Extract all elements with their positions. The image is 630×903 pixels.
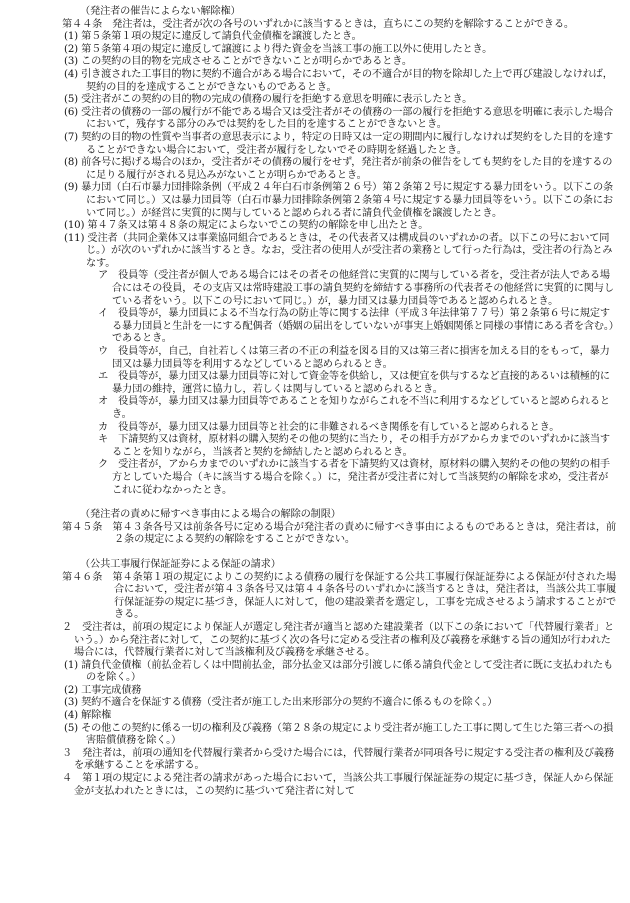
article-46-paragraph-3: ３ 発注者は，前項の通知を代替履行業者から受けた場合には，代替履行業者が同項各号に規定する受注者の権利及び義務を承継することを承諾する。 [62,747,615,772]
article-46-body: 第４６条 第４条第１項の規定によりこの契約による債務の履行を保証する公共工事履行保証証券による保証が付された場合において，受注者が第４３条各号又は第４４条各号のいずれかに該当するときは，発注者は，当該公共工事履行保証証券の規定に基づき，保証人に対して，他の建設業者を選定し，工事を完成させるよう請求することができる。 [62,571,616,621]
article-46-item-3: (3) 契約不適合を保証する債務（受注者が施工した出来形部分の契約不適合に係るものを除く。） [64,697,498,709]
article-44-subitem-ka: カ 役員等が，暴力団又は暴力団員等と社会的に非難されるべき関係を有していると認められるとき。 [98,421,560,433]
article-44-item-9: (9) 暴力団（白石市暴力団排除条例（平成２４年白石市条例第２６号）第２条第２号に規定する暴力団をいう。以下この条において同じ。）又は暴力団員等（白石市暴力団排除条例第２条第４号に規定する暴力団員等をいう。以下この条において同じ。）が経営に実質的に関与していると認められる者に請負代金債権を譲渡したとき。 [64,182,614,219]
article-44-item-8: (8) 前各号に掲げる場合のほか，受注者がその債務の履行をせず，発注者が前条の催告をしても契約をした目的を達するのに足りる履行がされる見込みがないことが明らかであるとき。 [64,157,613,181]
article-44-subitem-o: オ 役員等が，暴力団又は暴力団員等であることを知りながらこれを不当に利用するなどしていると認められるとき。 [98,396,610,420]
article-45-heading: （発注者の責めに帰すべき事由による場合の解除の制限） [80,509,341,521]
article-44-body: 第４４条 発注者は，受注者が次の各号のいずれかに該当するときは，直ちにこの契約を解除することができる。 [62,18,574,30]
article-44-subitem-a: ア 役員等（受注者が個人である場合にはその者その他経営に実質的に関与している者を，受注者が法人である場合にはその役員，その支店又は常時建設工事の請負契約を締結する事務所の代表者その他経営に実質的に関与している者をいう。以下この号において同じ。）が，暴力団又は暴力団員等であると認められるとき。 [98,270,614,307]
article-44-subitem-u: ウ 役員等が，自己，自社若しくは第三者の不正の利益を図る目的又は第三者に損害を加える目的をもって，暴力団又は暴力団員等を利用するなどしていると認められるとき。 [98,346,610,370]
article-44-item-6: (6) 受注者の債務の一部の履行が不能である場合又は受注者がその債務の一部の履行を拒絶する意思を明確に表示した場合において，残存する部分のみでは契約をした目的を達することができないとき。 [64,106,614,131]
article-44-section [62,6,616,497]
article-45-section [62,509,616,547]
article-44-item-3: (3) この契約の目的物を完成させることができないことが明らかであるとき。 [64,56,412,68]
article-44-item-5: (5) 受注者がこの契約の目的物の完成の債務の履行を拒絶する意思を明確に表示したとき。 [64,94,473,106]
article-44-item-2: (2) 第５条第４項の規定に違反して譲渡により得た資金を当該工事の施工以外に使用したとき。 [64,43,493,55]
article-44-item-11: (11) 受注者（共同企業体又は事業協同組合であるときは，その代表者又は構成員のいずれかの者。以下この号において同じ。）が次のいずれかに該当するとき。なお，受注者の使用人が受注者の業務として行った行為は，受注者の行為とみなす。 [64,232,613,269]
article-46-heading: （公共工事履行保証証券による保証の請求） [80,558,281,570]
article-44-subitem-ki: キ 下請契約又は資材，原材料の購入契約その他の契約に当たり，その相手方がアからカまでのいずれかに該当することを知りながら，当該者と契約を締結したと認められるとき。 [98,434,610,458]
article-46-section [62,559,616,798]
article-44-item-4: (4) 引き渡された工事目的物に契約不適合がある場合において，その不適合が目的物を除却した上で再び建設しなければ，契約の目的を達成することができないものであるとき。 [64,68,613,93]
article-44-item-1: (1) 第５条第１項の規定に違反して請負代金債権を譲渡したとき。 [64,31,362,43]
article-46-item-1: (1) 請負代金債権（前払金若しくは中間前払金，部分払金又は部分引渡しに係る請負代金として受注者に既に支払われたものを除く。） [64,659,614,684]
article-46-paragraph-2: ２ 受注者は，前項の規定により保証人が選定し発注者が適当と認めた建設業者（以下この条において「代替履行業者」という。）から発注者に対して，この契約に基づく次の各号に定める受注者の権利及び義務を承継する旨の通知が行われた場合には，代替履行業者に対して当該権利及び義務を承継させる。 [62,621,615,659]
article-46-paragraph-4: ４ 第１項の規定による発注者の請求があった場合において，当該公共工事履行保証証券の規定に基づき，保証人から保証金が支払われたときには，この契約に基づいて発注者に対して [62,773,614,797]
article-44-heading: （発注者の催告によらない解除権） [80,6,241,17]
article-45-body: 第４５条 第４３条各号又は前条各号に定める場合が発注者の責めに帰すべき事由によるものであるときは，発注者は，前２条の規定による契約の解除をすることができない。 [62,521,616,546]
section-spacer [62,547,616,559]
article-46-item-2: (2) 工事完成債務 [64,684,142,696]
section-spacer [62,497,616,509]
article-44-item-7: (7) 契約の目的物の性質や当事者の意思表示により，特定の日時又は一定の期間内に履行しなければ契約をした目的を達することができない場合において，受注者が履行をしないでその時期を経過したとき。 [64,131,614,156]
article-46-item-4: (4) 解除権 [64,710,112,722]
article-44-subitem-ku: ク 受注者が，アからカまでのいずれかに該当する者を下請契約又は資材，原材料の購入契約その他の契約の相手方としていた場合（キに該当する場合を除く。）に，発注者が受注者に対して当該契約の解除を求め，受注者がこれに従わなかったとき。 [98,459,610,496]
article-44-subitem-i: イ 役員等が，暴力団員による不当な行為の防止等に関する法律（平成３年法律第７７号）第２条第６号に規定する暴力団員と生計を一にする配偶者（婚姻の届出をしていないが事実上婚姻関係と同様の事情にある者を含む。）であるとき。 [98,308,614,345]
article-44-subitem-e: エ 役員等が，暴力団又は暴力団員等に対して資金等を供給し，又は便宜を供与するなど直接的あるいは積極的に暴力団の維持，運営に協力し，若しくは関与していると認められるとき。 [98,371,610,395]
article-46-item-5: (5) その他この契約に係る一切の権利及び義務（第２８条の規定により受注者が施工した工事に関して生じた第三者への損害賠償債務を除く。） [64,722,614,747]
article-44-item-10: (10) 第４７条又は第４８条の規定によらないでこの契約の解除を申し出たとき。 [64,220,429,232]
